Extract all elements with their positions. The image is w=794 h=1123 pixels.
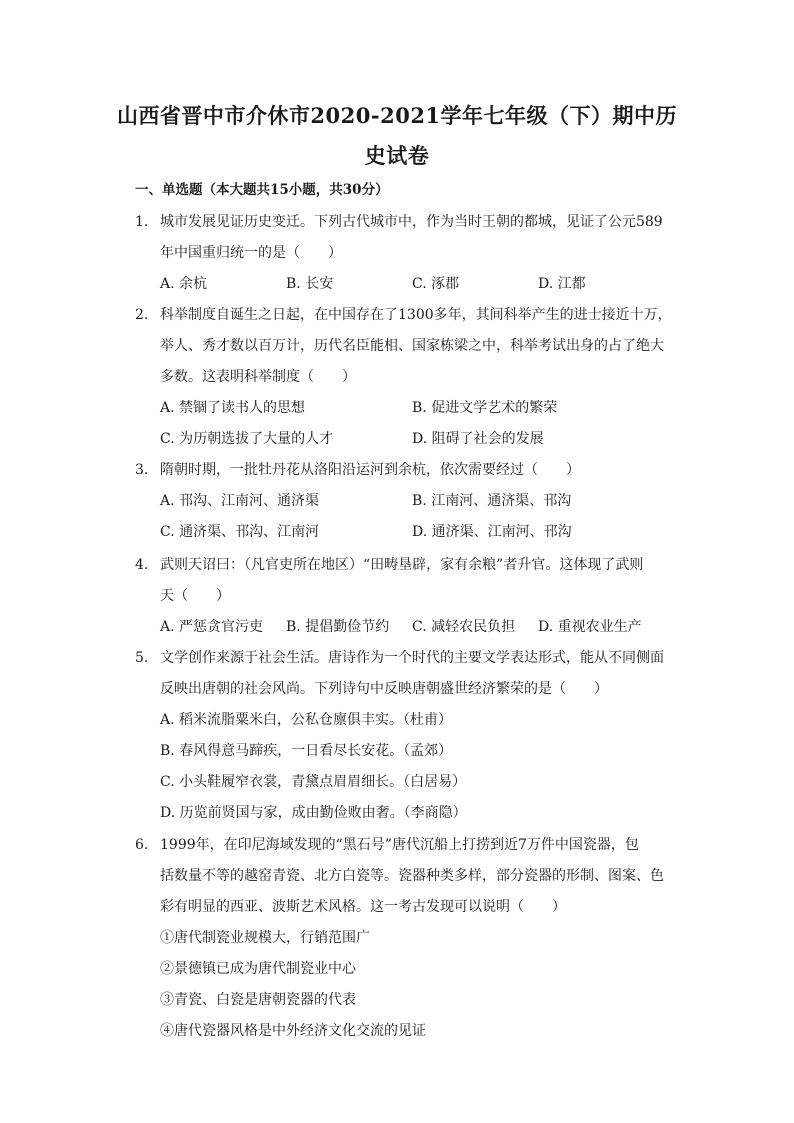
question-number: 6. <box>135 837 149 853</box>
question-number: 1. <box>135 214 149 230</box>
question-text-line: 文学创作来源于社会生活。唐诗作为一个时代的主要文学表达形式，能从不同侧面 <box>160 650 664 666</box>
question-number: 3. <box>135 462 149 478</box>
option-c[interactable]: C. 减轻农民负担 <box>412 619 516 635</box>
question-text-line: 彩有明显的西亚、波斯艺术风格。这一考古发现可以说明（ ） <box>160 899 566 915</box>
option-d[interactable]: D. 通济渠、江南河、邗沟 <box>412 524 572 540</box>
statement-1: ①唐代制瓷业规模大，行销范围广 <box>160 930 370 946</box>
statement-2: ②景德镇已成为唐代制瓷业中心 <box>160 961 356 977</box>
option-c[interactable]: C. 通济渠、邗沟、江南河 <box>160 524 320 540</box>
question-text-line: 括数量不等的越窑青瓷、北方白瓷等。瓷器种类多样，部分瓷器的形制、图案、色 <box>160 868 664 884</box>
question-number: 4. <box>135 557 149 573</box>
option-b[interactable]: B. 促进文学艺术的繁荣 <box>412 400 558 416</box>
option-d[interactable]: D. 历览前贤国与家，成由勤俭败由奢。（李商隐） <box>160 805 467 821</box>
question-number: 5. <box>135 650 149 666</box>
option-c[interactable]: C. 为历朝选拔了大量的人才 <box>160 431 334 447</box>
question-text-line: 武则天诏曰：（凡官吏所在地区）“田畴垦辟，家有余粮”者升官。这体现了武则 <box>160 557 644 573</box>
option-a[interactable]: A. 余杭 <box>160 276 208 292</box>
option-b[interactable]: B. 江南河、通济渠、邗沟 <box>412 493 572 509</box>
option-c[interactable]: C. 小头鞋履窄衣裳，青黛点眉眉细长。（白居易） <box>160 774 467 790</box>
question-text-line: 举人、秀才数以百万计，历代名臣能相、国家栋梁之中，科举考试出身的占了绝大 <box>160 338 664 354</box>
question-text-line: 科举制度自诞生之日起，在中国存在了1300多年，其间科举产生的进士接近十万， <box>160 307 672 323</box>
option-d[interactable]: D. 阻碍了社会的发展 <box>412 431 544 447</box>
question-text-line: 反映出唐朝的社会风尚。下列诗句中反映唐朝盛世经济繁荣的是（ ） <box>160 681 608 697</box>
question-number: 2. <box>135 307 149 323</box>
option-b[interactable]: B. 提倡勤俭节约 <box>286 619 390 635</box>
question-text-line: 隋朝时期，一批牡丹花从洛阳沿运河到余杭，依次需要经过（ ） <box>160 462 580 478</box>
exam-title-line1: 山西省晋中市介休市2020-2021学年七年级（下）期中历 <box>116 103 678 128</box>
statement-3: ③青瓷、白瓷是唐朝瓷器的代表 <box>160 992 356 1008</box>
option-c[interactable]: C. 涿郡 <box>412 276 460 292</box>
question-text-line: 1999年，在印尼海域发现的“黑石号”唐代沉船上打捞到近7万件中国瓷器，包 <box>160 837 639 853</box>
option-a[interactable]: A. 稻米流脂粟米白，公私仓廪俱丰实。（杜甫） <box>160 712 453 728</box>
exam-title-line2: 史试卷 <box>364 143 430 168</box>
statement-4: ④唐代瓷器风格是中外经济文化交流的见证 <box>160 1023 426 1039</box>
option-d[interactable]: D. 重视农业生产 <box>538 619 642 635</box>
option-b[interactable]: B. 春风得意马蹄疾，一日看尽长安花。（孟郊） <box>160 743 453 759</box>
question-text-line: 城市发展见证历史变迁。下列古代城市中，作为当时王朝的都城，见证了公元589 <box>160 214 663 230</box>
option-a[interactable]: A. 邗沟、江南河、通济渠 <box>160 493 320 509</box>
option-d[interactable]: D. 江都 <box>538 276 586 292</box>
option-a[interactable]: A. 严惩贪官污吏 <box>160 619 264 635</box>
question-text-line: 天（ ） <box>160 588 230 604</box>
option-b[interactable]: B. 长安 <box>286 276 334 292</box>
question-text-line: 年中国重归统一的是（ ） <box>160 245 342 261</box>
question-text-line: 多数。这表明科举制度（ ） <box>160 369 356 385</box>
section-heading: 一、单选题（本大题共15小题，共30分） <box>135 182 389 198</box>
option-a[interactable]: A. 禁锢了读书人的思想 <box>160 400 306 416</box>
